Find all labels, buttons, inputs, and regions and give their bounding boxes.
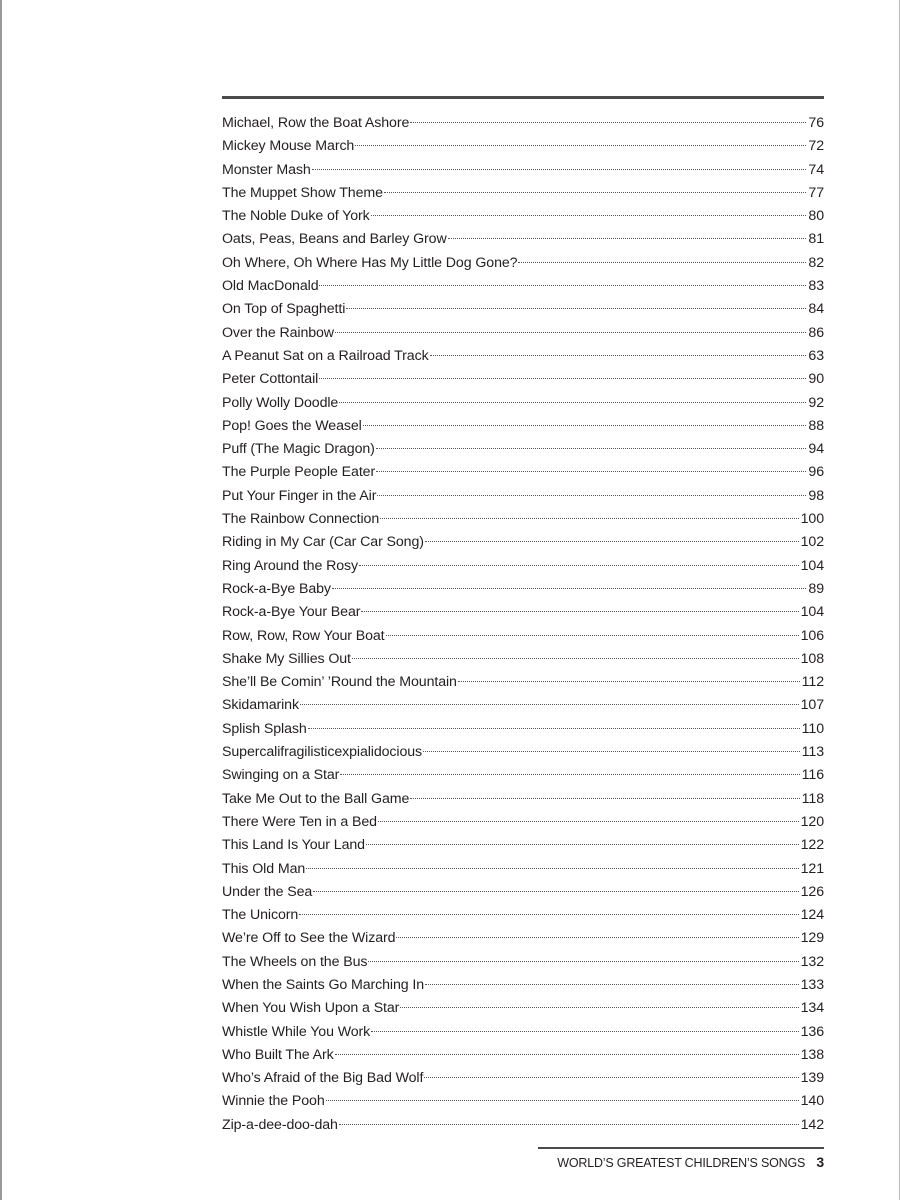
toc-dot-leader xyxy=(423,751,800,752)
toc-entry-page-number: 83 xyxy=(808,278,824,295)
toc-dot-leader xyxy=(299,914,798,915)
toc-entry[interactable] xyxy=(222,1114,824,1137)
toc-entry-page-number: 90 xyxy=(808,371,824,388)
toc-entry[interactable] xyxy=(222,368,824,391)
toc-entry-title: She’ll Be Comin’ ’Round the Mountain xyxy=(222,674,457,691)
toc-entry[interactable] xyxy=(222,811,824,834)
toc-entry-title: The Noble Duke of York xyxy=(222,208,370,225)
toc-entry[interactable] xyxy=(222,182,824,205)
toc-entry[interactable] xyxy=(222,951,824,974)
toc-entry-title: Riding in My Car (Car Car Song) xyxy=(222,534,424,551)
toc-dot-leader xyxy=(396,937,798,938)
toc-entry-page-number: 102 xyxy=(800,534,824,551)
toc-entry-title: Monster Mash xyxy=(222,161,311,178)
toc-entry[interactable] xyxy=(222,881,824,904)
toc-dot-leader xyxy=(410,122,806,123)
toc-entry-title: When the Saints Go Marching In xyxy=(222,976,425,993)
toc-entry-page-number: 108 xyxy=(800,650,824,667)
toc-entry-title: Oats, Peas, Beans and Barley Grow xyxy=(222,231,447,248)
toc-entry-page-number: 80 xyxy=(808,208,824,225)
toc-entry-title: Supercalifragilisticexpialidocious xyxy=(222,744,423,761)
toc-entry-page-number: 116 xyxy=(801,767,824,784)
toc-entry-title: Michael, Row the Boat Ashore xyxy=(222,115,410,131)
toc-entry-page-number: 134 xyxy=(800,1000,824,1017)
toc-entry-title: The Unicorn xyxy=(222,907,299,924)
toc-dot-leader xyxy=(319,378,806,379)
toc-entry-title: Splish Splash xyxy=(222,720,307,737)
toc-dot-leader xyxy=(380,518,799,519)
toc-entry-page-number: 107 xyxy=(800,697,824,714)
toc-entry-page-number: 132 xyxy=(800,953,824,970)
toc-dot-leader xyxy=(313,891,798,892)
toc-entry[interactable] xyxy=(222,1021,824,1044)
toc-entry-title: Row, Row, Row Your Boat xyxy=(222,627,385,644)
toc-entry[interactable] xyxy=(222,485,824,508)
toc-dot-leader xyxy=(378,821,799,822)
toc-entry[interactable] xyxy=(222,112,824,135)
toc-entry-page-number: 76 xyxy=(808,115,824,131)
toc-entry[interactable] xyxy=(222,461,824,484)
toc-entry-page-number: 94 xyxy=(808,441,824,458)
toc-entry[interactable] xyxy=(222,741,824,764)
toc-dot-leader xyxy=(376,471,806,472)
toc-entry-page-number: 118 xyxy=(801,790,824,807)
toc-entry-title: When You Wish Upon a Star xyxy=(222,1000,400,1017)
toc-entry-page-number: 98 xyxy=(808,487,824,504)
toc-entry-page-number: 86 xyxy=(808,324,824,341)
toc-entry-page-number: 104 xyxy=(800,604,824,621)
toc-entry[interactable] xyxy=(222,1090,824,1113)
toc-entry-page-number: 142 xyxy=(800,1116,824,1133)
toc-entry-title: On Top of Spaghetti xyxy=(222,301,346,318)
toc-dot-leader xyxy=(339,402,806,403)
toc-entry-title: Who Built The Ark xyxy=(222,1046,334,1063)
toc-entry-title: There Were Ten in a Bed xyxy=(222,813,377,830)
toc-entry-title: Puff (The Magic Dragon) xyxy=(222,441,375,458)
toc-entry-title: This Land Is Your Land xyxy=(222,837,365,854)
toc-dot-leader xyxy=(371,1031,798,1032)
toc-entry-title: The Rainbow Connection xyxy=(222,511,380,528)
toc-entry-title: Over the Rainbow xyxy=(222,324,334,341)
toc-entry-page-number: 110 xyxy=(801,720,824,737)
toc-entry-title: Mickey Mouse March xyxy=(222,138,355,155)
toc-entry[interactable] xyxy=(222,205,824,228)
toc-entry[interactable] xyxy=(222,228,824,251)
toc-entry-page-number: 139 xyxy=(800,1070,824,1087)
toc-dot-leader xyxy=(368,961,798,962)
toc-entry-title: Polly Wolly Doodle xyxy=(222,394,339,411)
toc-dot-leader xyxy=(335,332,806,333)
toc-entry-page-number: 140 xyxy=(800,1093,824,1110)
toc-entry-page-number: 121 xyxy=(800,860,824,877)
toc-entry-title: Rock-a-Bye Your Bear xyxy=(222,604,361,621)
footer-book-title: WORLD’S GREATEST CHILDREN’S SONGS xyxy=(557,1156,806,1170)
toc-entry-page-number: 122 xyxy=(800,837,824,854)
toc-entry-page-number: 113 xyxy=(801,744,824,761)
toc-dot-leader xyxy=(425,984,799,985)
toc-entry-title: Whistle While You Work xyxy=(222,1023,371,1040)
toc-entry[interactable] xyxy=(222,298,824,321)
toc-dot-leader xyxy=(332,588,807,589)
toc-dot-leader xyxy=(346,308,806,309)
toc-dot-leader xyxy=(425,541,799,542)
toc-dot-leader xyxy=(340,774,799,775)
toc-entry[interactable] xyxy=(222,904,824,927)
toc-entry[interactable] xyxy=(222,671,824,694)
toc-dot-leader xyxy=(363,425,807,426)
toc-entry[interactable] xyxy=(222,764,824,787)
toc-entry-title: Old MacDonald xyxy=(222,278,319,295)
toc-dot-leader xyxy=(424,1077,798,1078)
toc-dot-leader xyxy=(306,868,798,869)
toc-entry[interactable] xyxy=(222,345,824,368)
toc-entry-title: Oh Where, Oh Where Has My Little Dog Gone? xyxy=(222,254,518,271)
toc-entry-page-number: 136 xyxy=(800,1023,824,1040)
toc-entry[interactable] xyxy=(222,834,824,857)
toc-entry[interactable] xyxy=(222,322,824,345)
toc-entry[interactable] xyxy=(222,159,824,182)
toc-entry-page-number: 124 xyxy=(800,907,824,924)
toc-entry[interactable] xyxy=(222,1044,824,1067)
toc-entry-page-number: 72 xyxy=(808,138,824,155)
toc-entry-title: Peter Cottontail xyxy=(222,371,319,388)
toc-entry-page-number: 129 xyxy=(800,930,824,947)
toc-entry[interactable] xyxy=(222,531,824,554)
toc-dot-leader xyxy=(335,1054,799,1055)
toc-entry-title: Take Me Out to the Ball Game xyxy=(222,790,410,807)
toc-dot-leader xyxy=(430,355,807,356)
table-of-contents xyxy=(222,112,824,1137)
toc-dot-leader xyxy=(386,635,799,636)
toc-dot-leader xyxy=(400,1007,798,1008)
toc-dot-leader xyxy=(312,169,807,170)
toc-entry-title: Put Your Finger in the Air xyxy=(222,487,377,504)
toc-entry-page-number: 81 xyxy=(808,231,824,248)
toc-entry[interactable] xyxy=(222,392,824,415)
toc-entry-title: Rock-a-Bye Baby xyxy=(222,580,331,597)
toc-dot-leader xyxy=(376,448,807,449)
toc-dot-leader xyxy=(448,238,807,239)
toc-entry-page-number: 74 xyxy=(808,161,824,178)
toc-entry-title: A Peanut Sat on a Railroad Track xyxy=(222,347,429,364)
toc-entry[interactable] xyxy=(222,648,824,671)
toc-entry-page-number: 100 xyxy=(800,511,824,528)
toc-entry-title: Zip-a-dee-doo-dah xyxy=(222,1116,338,1133)
toc-entry-page-number: 138 xyxy=(800,1046,824,1063)
toc-dot-leader xyxy=(518,262,806,263)
toc-entry-page-number: 88 xyxy=(808,417,824,434)
toc-entry[interactable] xyxy=(222,927,824,950)
toc-dot-leader xyxy=(410,798,799,799)
toc-entry-page-number: 89 xyxy=(808,580,824,597)
toc-dot-leader xyxy=(458,681,800,682)
toc-dot-leader xyxy=(361,611,798,612)
toc-dot-leader xyxy=(300,704,799,705)
toc-entry-title: Ring Around the Rosy xyxy=(222,557,359,574)
toc-entry[interactable] xyxy=(222,858,824,881)
toc-dot-leader xyxy=(326,1100,799,1101)
toc-entry-page-number: 92 xyxy=(808,394,824,411)
toc-entry-title: Swinging on a Star xyxy=(222,767,340,784)
footer-rule xyxy=(538,1147,824,1149)
toc-entry[interactable] xyxy=(222,275,824,298)
toc-entry[interactable] xyxy=(222,694,824,717)
toc-entry[interactable] xyxy=(222,974,824,997)
toc-entry-page-number: 84 xyxy=(808,301,824,318)
toc-entry[interactable] xyxy=(222,718,824,741)
toc-entry[interactable] xyxy=(222,508,824,531)
toc-dot-leader xyxy=(308,728,800,729)
toc-entry-title: Winnie the Pooh xyxy=(222,1093,325,1110)
toc-entry-title: The Wheels on the Bus xyxy=(222,953,368,970)
toc-entry-title: The Purple People Eater xyxy=(222,464,376,481)
toc-entry-title: This Old Man xyxy=(222,860,306,877)
toc-dot-leader xyxy=(377,495,806,496)
page-left-edge xyxy=(0,0,2,1200)
footer-page-number: 3 xyxy=(816,1154,824,1170)
toc-entry-page-number: 77 xyxy=(808,184,824,201)
toc-entry[interactable] xyxy=(222,438,824,461)
toc-entry-page-number: 106 xyxy=(800,627,824,644)
toc-dot-leader xyxy=(352,658,799,659)
toc-entry-page-number: 104 xyxy=(800,557,824,574)
toc-entry[interactable] xyxy=(222,415,824,438)
toc-entry-title: Pop! Goes the Weasel xyxy=(222,417,362,434)
toc-entry[interactable] xyxy=(222,1067,824,1090)
toc-entry-page-number: 126 xyxy=(800,883,824,900)
toc-entry-title: Under the Sea xyxy=(222,883,313,900)
toc-entry-title: Who’s Afraid of the Big Bad Wolf xyxy=(222,1070,424,1087)
toc-entry-title: The Muppet Show Theme xyxy=(222,184,383,201)
toc-entry-page-number: 63 xyxy=(808,347,824,364)
toc-entry[interactable] xyxy=(222,555,824,578)
toc-entry-page-number: 96 xyxy=(808,464,824,481)
toc-dot-leader xyxy=(339,1124,799,1125)
toc-dot-leader xyxy=(319,285,806,286)
toc-entry-page-number: 133 xyxy=(800,976,824,993)
toc-entry-title: Skidamarink xyxy=(222,697,299,714)
toc-entry[interactable] xyxy=(222,578,824,601)
top-rule xyxy=(222,96,824,99)
toc-dot-leader xyxy=(371,215,807,216)
toc-entry[interactable] xyxy=(222,252,824,275)
toc-entry-page-number: 120 xyxy=(800,813,824,830)
toc-entry[interactable] xyxy=(222,997,824,1020)
toc-dot-leader xyxy=(359,565,799,566)
toc-entry-page-number: 112 xyxy=(801,674,824,691)
toc-entry[interactable] xyxy=(222,625,824,648)
toc-entry-title: Shake My Sillies Out xyxy=(222,650,351,667)
toc-entry-page-number: 82 xyxy=(808,254,824,271)
toc-entry[interactable] xyxy=(222,601,824,624)
toc-dot-leader xyxy=(384,192,807,193)
toc-dot-leader xyxy=(355,145,806,146)
toc-dot-leader xyxy=(366,844,799,845)
toc-entry[interactable] xyxy=(222,135,824,158)
toc-entry[interactable] xyxy=(222,788,824,811)
toc-entry-title: We’re Off to See the Wizard xyxy=(222,930,396,947)
page-footer xyxy=(557,1153,824,1172)
